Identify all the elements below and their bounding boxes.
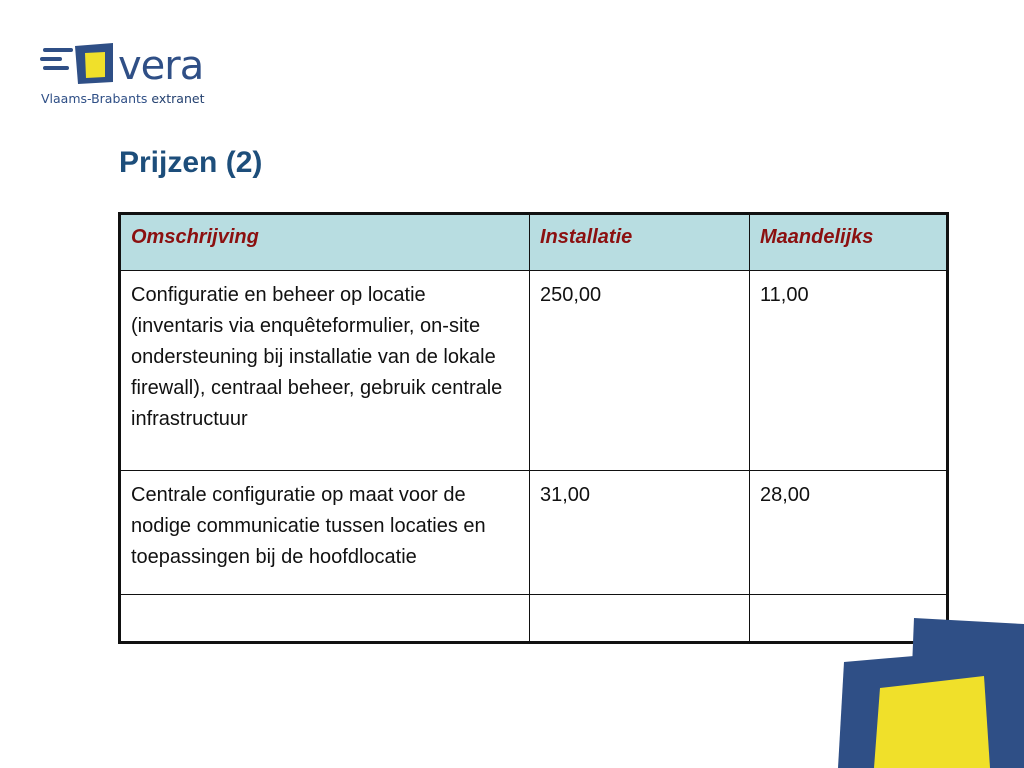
- table-header-row: [120, 214, 948, 271]
- cell-omschrijving: Configuratie en beheer op locatie (inventaris via enquêteformulier, on-site ondersteuning bij installatie van de lokale firewall), centraal beheer, gebruik centrale infrastructuur: [120, 271, 530, 471]
- corner-logo-decoration: [834, 618, 1024, 768]
- cell-maandelijks: 28,00: [750, 471, 948, 595]
- logo-tagline-bold: extranet: [151, 91, 205, 106]
- cell-omschrijving: [120, 595, 530, 643]
- logo-tagline-regular: Vlaams-Brabants: [41, 91, 148, 106]
- table-row: [120, 471, 948, 595]
- cell-omschrijving: Centrale configuratie op maat voor de nodige communicatie tussen locaties en toepassingen bij de hoofdlocatie: [120, 471, 530, 595]
- header-installatie: Installatie: [530, 214, 750, 271]
- cell-installatie: 31,00: [530, 471, 750, 595]
- vera-logo-icon: [38, 40, 116, 86]
- cell-maandelijks: 11,00: [750, 271, 948, 471]
- logo-tagline: [41, 91, 204, 106]
- cell-installatie: [530, 595, 750, 643]
- price-table: [118, 212, 949, 644]
- table-row: [120, 595, 948, 643]
- cell-installatie: 250,00: [530, 271, 750, 471]
- slide-title: Prijzen (2): [119, 146, 263, 179]
- header-omschrijving: Omschrijving: [120, 214, 530, 271]
- table-row: [120, 271, 948, 471]
- header-maandelijks: Maandelijks: [750, 214, 948, 271]
- logo-wordmark: vera: [118, 43, 204, 89]
- vera-logo: [38, 40, 218, 110]
